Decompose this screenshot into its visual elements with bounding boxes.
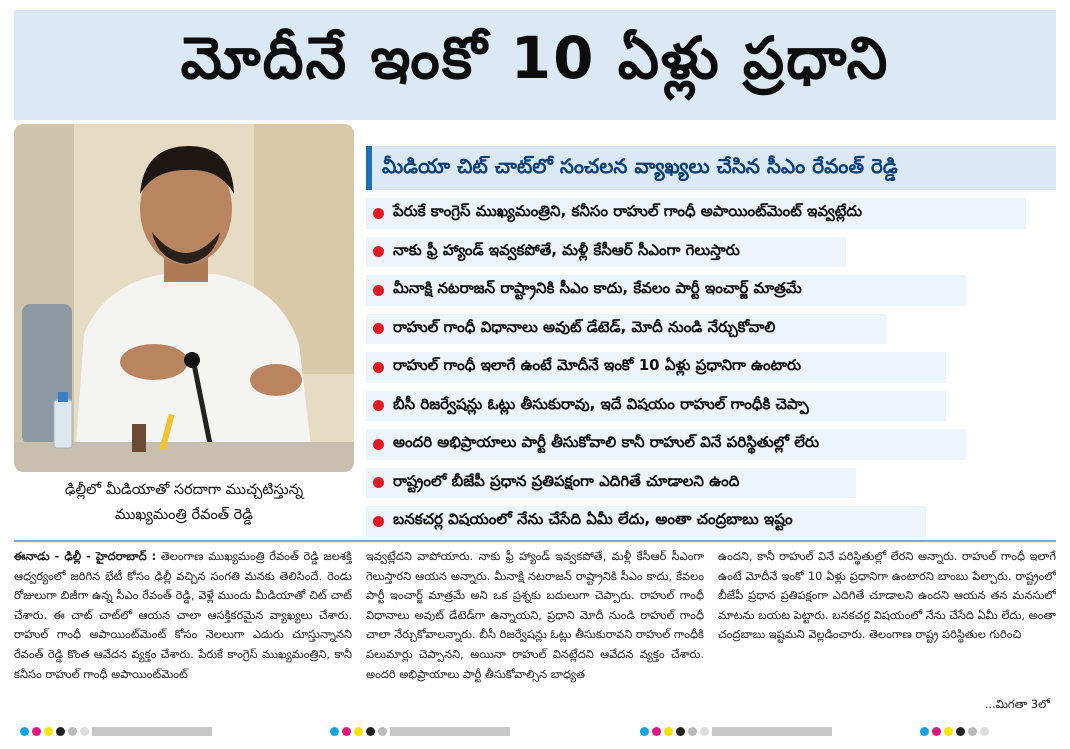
bullet-text: మీనాక్షి నటరాజన్ రాష్ట్రానికి సీఎం కాదు, కేవలం పార్టీ ఇంచార్జ్ మాత్రమే: [393, 279, 802, 298]
article-column-1: [14, 547, 352, 715]
headline-band: [14, 10, 1056, 120]
bullet-item: [366, 425, 1056, 464]
article-column-3: [718, 547, 1056, 715]
bullet-list: [366, 194, 1056, 541]
registration-marks-left: [20, 723, 212, 739]
article-text-2: ఇవ్వట్లేదని వాపోయారు. నాకు ఫ్రీ హ్యాండ్ ఇవ్వకపోతే, మళ్లీ కేసీఆర్ సీఎంగా గెలుస్తారని ఆయన అన్నారు. మీనాక్షి నటరాజన్ రాష్ట్రానికి సీఎం కాదు, కేవలం పార్టీ ఇంచార్జ్ మాత్రమే అని ఒక ప్రశ్నకు బదులుగా చెప్పారు. రాహుల్ గాంధీ విధానాలు అవుట్ డేటెడ్‌గా ఉన్నాయని, ప్రధాని మోదీ నుండి రాహుల్ గాంధీ చాలా నేర్చుకోవాలన్నారు. బీసీ రిజర్వేషన్లు ఓట్లు తీసుకురావని రాహుల్ గాంధీకి పలుమార్లు చెప్పానని, అయినా రాహుల్ వినట్లేదని ఆవేదన వ్యక్తం చేశారు. అందరి అభిప్రాయాలు పార్టీ తీసుకోవాల్సిన బాధ్యత: [366, 549, 704, 681]
bullet-text: రాహుల్ గాంధీ ఇలాగే ఉంటే మోదీనే ఇంకో 10 ఏళ్లు ప్రధానిగా ఉంటారు: [393, 356, 802, 375]
bullet-item: [366, 310, 1056, 349]
bullet-text: పేరుకే కాంగ్రెస్ ముఖ్యమంత్రిని, కనీసం రాహుల్ గాంధీ అపాయింట్‌మెంట్ ఇవ్వట్లేదు: [393, 202, 863, 221]
registration-marks-right: [640, 723, 832, 739]
bullet-text: రాష్ట్రంలో బీజేపీ ప్రధాన ప్రతిపక్షంగా ఎదిగితే చూడాలని ఉంది: [393, 471, 740, 490]
dateline: ఈనాడు - ఢిల్లీ - హైదరాబాద్ :: [14, 549, 157, 563]
article-text-3: ఉందని, కానీ రాహుల్ వినే పరిస్థితుల్లో లేరని అన్నారు. రాహుల్ గాంధీ ఇలాగే ఉంటే మోదీనే ఇంకో 10 ఏళ్లు ప్రధానిగా ఉంటారని బాంబు పేల్చారు. రాష్ట్రంలో బీజేపీ ప్రధాన ప్రతిపక్షంగా ఎదిగితే చూడాలని ఉందని ఆయన తన మనసులో మాటను బయట పెట్టారు. బనకచర్ల విషయంలో నేను చేసేది ఏమీ లేదు, అంతా చంద్రబాబు ఇష్టమని వెల్లడించారు. తెలంగాణ రాష్ట్ర పరిస్థితుల గురించి: [718, 549, 1056, 642]
bullet-text: అందరి అభిప్రాయాలు పార్టీ తీసుకోవాలి కానీ రాహుల్ వినే పరిస్థితుల్లో లేరు: [393, 433, 820, 452]
bullet-item: [366, 194, 1056, 233]
article-body: [14, 547, 1056, 715]
bullet-text: బీసీ రిజర్వేషన్లు ఓట్లు తీసుకురావు, ఇదే విషయం రాహుల్ గాంధీకి చెప్పా: [393, 394, 809, 413]
bullet-dot-icon: [373, 516, 384, 527]
bullet-item: [366, 502, 1056, 541]
bullet-dot-icon: [373, 208, 384, 219]
bullet-item: [366, 271, 1056, 310]
headline: మోదీనే ఇంకో 10 ఏళ్లు ప్రధాని: [180, 23, 890, 92]
bullet-text: బనకచర్ల విషయంలో నేను చేసేది ఏమీ లేదు, అంతా చంద్రబాబు ఇష్టం: [393, 510, 793, 529]
bullet-item: [366, 348, 1056, 387]
bullet-text: రాహుల్ గాంధీ విధానాలు అవుట్ డేటెడ్, మోదీ నుండి నేర్చుకోవాలి: [393, 317, 776, 336]
continued-note: ...మిగతా 3లో: [984, 697, 1050, 711]
bullet-text: నాకు ఫ్రీ హ్యాండ్ ఇవ్వకపోతే, మళ్లీ కేసీఆర్ సీఎంగా గెలుస్తారు: [393, 240, 740, 259]
print-registration-bar: [0, 723, 1070, 739]
registration-marks-mid: [330, 723, 510, 739]
subheadline: మీడియా చిట్ చాట్‌లో సంచలన వ్యాఖ్యలు చేసిన సీఎం రేవంత్ రెడ్డి: [382, 153, 898, 178]
bullet-item: [366, 387, 1056, 426]
caption-line-1: ఢిల్లీలో మీడియాతో సరదాగా ముచ్చటిస్తున్న: [64, 482, 304, 498]
bullet-dot-icon: [373, 285, 384, 296]
cm-photo: [14, 124, 354, 472]
registration-marks-far-right: [920, 723, 989, 739]
bullet-dot-icon: [373, 439, 384, 450]
subheadline-band: [366, 146, 1056, 190]
caption-line-2: ముఖ్యమంత్రి రేవంత్ రెడ్డి: [115, 507, 253, 523]
divider: [14, 540, 1056, 542]
bullet-item: [366, 233, 1056, 272]
photo-caption: [14, 478, 354, 528]
bullet-dot-icon: [373, 362, 384, 373]
article-text-1: తెలంగాణ ముఖ్యమంత్రి రేవంత్ రెడ్డి జలశక్తి ఆధ్వర్యంలో జరిగిన భేటీ కోసం ఢిల్లీ వచ్చిన సంగతి మనకు తెలిసిందే. రెండు రోజులుగా బిజీగా ఉన్న సీఎం రేవంత్ రెడ్డి, వెళ్లే ముందు మీడియాతో చిట్ చాట్ చేశారు. ఈ చాట్ చాట్‌లో ఆయన చాలా ఆసక్తికరమైన వ్యాఖ్యలు చేశారు. రాహుల్ గాంధీ అపాయింట్‌మెంట్ కోసం నెలలుగా ఎదురు చూస్తున్నానని రేవంత్ రెడ్డి కొంత ఆవేదన వ్యక్తం చేశారు. పేరుకే కాంగ్రెస్ ముఖ్యమంత్రిని, కానీ కనీసం రాహుల్ గాంధీ అపాయింట్‌మెంట్: [14, 549, 352, 681]
article-column-2: [366, 547, 704, 715]
bullet-item: [366, 464, 1056, 503]
